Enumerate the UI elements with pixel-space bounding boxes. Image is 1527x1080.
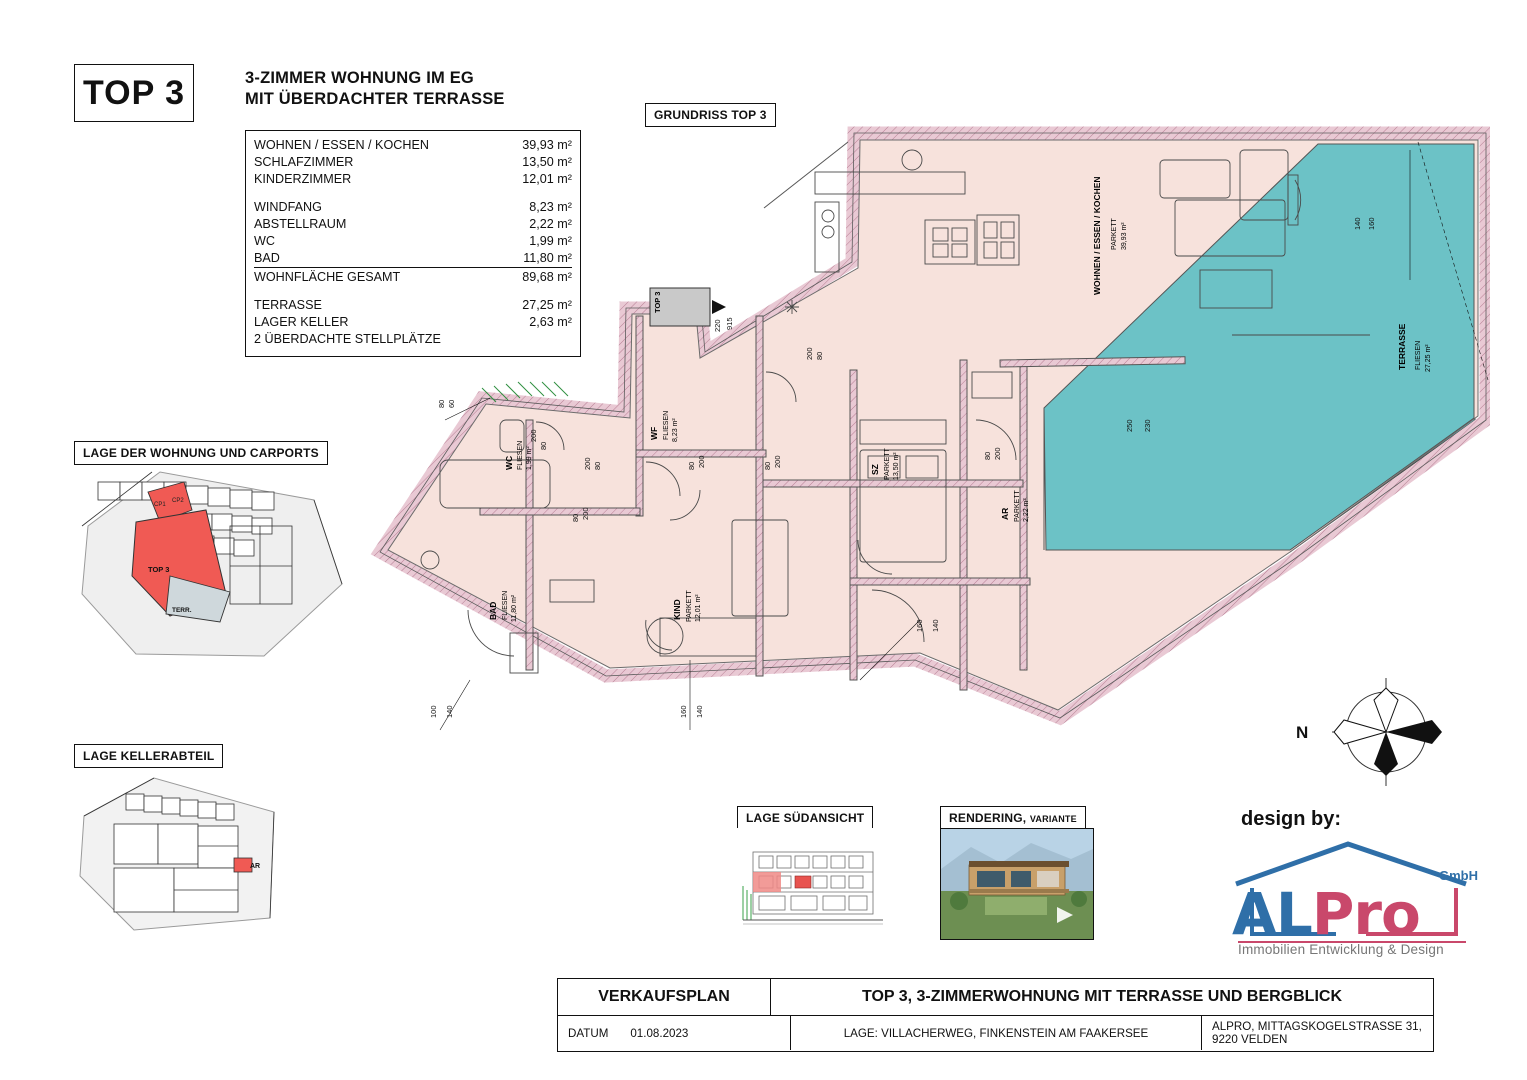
area-label: WOHNEN / ESSEN / KOCHEN	[254, 138, 429, 152]
svg-text:80: 80	[815, 351, 824, 360]
room-label-terrasse: TERRASSE	[1397, 323, 1407, 370]
compass	[1282, 676, 1452, 786]
date-cell	[558, 1016, 791, 1050]
area-value: 89,68 m²	[522, 270, 572, 285]
svg-text:200: 200	[805, 347, 814, 360]
company-logo	[1216, 838, 1486, 958]
compass-north-label: N	[1296, 723, 1309, 742]
date-label: DATUM	[568, 1026, 609, 1040]
title-block-row-1	[558, 979, 1433, 1016]
svg-text:250: 250	[1125, 419, 1134, 432]
svg-text:PARKETT: PARKETT	[884, 448, 891, 480]
svg-text:2,22 m²: 2,22 m²	[1023, 498, 1030, 522]
plan-title: TOP 3, 3-ZIMMERWOHNUNG MIT TERRASSE UND BERGBLICK	[861, 988, 1343, 1005]
svg-text:80: 80	[593, 461, 602, 470]
svg-text:200: 200	[583, 457, 592, 470]
svg-text:PARKETT: PARKETT	[1014, 490, 1021, 522]
svg-text:TOP 3: TOP 3	[653, 291, 662, 313]
section-label-rendering	[940, 806, 1086, 830]
logo-text	[1232, 880, 1420, 948]
room-label-ar: AR	[1000, 507, 1010, 520]
minimap-apartment-location	[74, 466, 354, 666]
section-label-floorplan: GRUNDRISS TOP 3	[645, 103, 776, 127]
svg-text:FLIESEN: FLIESEN	[1415, 340, 1422, 370]
svg-text:FLIESEN: FLIESEN	[502, 590, 509, 620]
svg-text:TERR.: TERR.	[172, 607, 192, 614]
svg-text:80: 80	[437, 399, 446, 408]
area-label: ABSTELLRAUM	[254, 216, 347, 231]
svg-text:160: 160	[915, 619, 924, 632]
area-value: 2,22 m²	[529, 216, 572, 231]
svg-text:200: 200	[993, 447, 1002, 460]
svg-text:PARKETT: PARKETT	[686, 590, 693, 622]
room-label-wc: WC	[504, 455, 514, 470]
room-label-wohnen: WOHNEN / ESSEN / KOCHEN	[1092, 176, 1102, 295]
logo-text-al: AL	[1232, 880, 1312, 948]
room-label-kind: KIND	[672, 599, 682, 620]
room-label-bad: BAD	[488, 601, 498, 620]
svg-text:80: 80	[763, 461, 772, 470]
svg-text:200: 200	[697, 455, 706, 468]
svg-text:80: 80	[687, 461, 696, 470]
area-label: TERRASSE	[254, 297, 322, 312]
svg-text:915: 915	[725, 317, 734, 330]
design-by-label: design by:	[1241, 808, 1342, 830]
area-label: WC	[254, 234, 275, 249]
svg-text:100: 100	[429, 705, 438, 718]
svg-text:220: 220	[713, 319, 722, 332]
svg-text:160: 160	[679, 705, 688, 718]
thumb-south-view	[737, 828, 889, 938]
svg-text:200: 200	[581, 507, 590, 520]
area-value: 11,80 m²	[523, 251, 572, 266]
area-value: 13,50 m²	[522, 155, 572, 170]
svg-text:80: 80	[571, 513, 580, 522]
logo-tagline: Immobilien Entwicklung & Design	[1238, 942, 1444, 957]
svg-text:TOP 3: TOP 3	[148, 565, 170, 574]
logo-text-pro: Pro	[1311, 880, 1420, 948]
area-value: 12,01 m²	[522, 172, 572, 187]
area-label: SCHLAFZIMMER	[254, 155, 354, 170]
svg-text:140: 140	[931, 619, 940, 632]
area-label: LAGER KELLER	[254, 314, 349, 329]
svg-text:12,01 m²: 12,01 m²	[695, 594, 702, 622]
rendering-label-main: RENDERING,	[949, 811, 1027, 825]
area-label: 2 ÜBERDACHTE STELLPLÄTZE	[254, 332, 441, 347]
svg-text:CP2: CP2	[172, 498, 184, 504]
svg-text:160: 160	[1367, 217, 1376, 230]
date-value: 01.08.2023	[630, 1026, 689, 1040]
section-label-cellar-location: LAGE KELLERABTEIL	[74, 744, 223, 768]
area-value: 2,63 m²	[529, 314, 572, 329]
title-block	[557, 978, 1434, 1052]
company-cell: ALPRO, MITTAGSKOGELSTRASSE 31, 9220 VELDEN	[1212, 1020, 1422, 1046]
area-label: WINDFANG	[254, 199, 322, 214]
top3-badge	[74, 64, 194, 122]
svg-text:CP1: CP1	[154, 502, 166, 508]
room-label-sz: SZ	[870, 464, 880, 475]
svg-text:8,23 m²: 8,23 m²	[672, 418, 679, 442]
svg-text:60: 60	[447, 399, 456, 408]
thumb-rendering[interactable]	[940, 828, 1094, 940]
svg-text:200: 200	[773, 455, 782, 468]
area-value: 27,25 m²	[522, 297, 572, 312]
room-label-wf: WF	[649, 426, 659, 440]
svg-text:200: 200	[529, 429, 538, 442]
svg-text:1,99 m²: 1,99 m²	[526, 446, 533, 470]
area-value: 8,23 m²	[529, 199, 572, 214]
section-label-apartment-location: LAGE DER WOHNUNG UND CARPORTS	[74, 441, 328, 465]
svg-text:80: 80	[983, 451, 992, 460]
area-value: 1,99 m²	[529, 234, 572, 249]
logo-gmbh: GmbH	[1439, 868, 1478, 883]
area-label: WOHNFLÄCHE GESAMT	[254, 270, 401, 285]
area-label: KINDERZIMMER	[254, 172, 352, 187]
svg-text:11,80 m²: 11,80 m²	[511, 594, 518, 622]
minimap-cellar-location	[74, 768, 289, 938]
svg-text:140: 140	[445, 705, 454, 718]
svg-text:PARKETT: PARKETT	[1111, 218, 1118, 250]
svg-text:FLIESEN: FLIESEN	[517, 440, 524, 470]
svg-text:27,25 m²: 27,25 m²	[1425, 344, 1432, 372]
section-label-south-view: LAGE SÜDANSICHT	[737, 806, 873, 830]
area-label: BAD	[254, 251, 280, 266]
svg-text:140: 140	[695, 705, 704, 718]
rendering-label-variant: VARIANTE	[1029, 814, 1077, 824]
title-block-row-2	[558, 1016, 1433, 1050]
page-title-line2: MIT ÜBERDACHTER TERRASSE	[245, 90, 505, 108]
page-title-line1: 3-ZIMMER WOHNUNG IM EG	[245, 69, 474, 87]
svg-text:39,93 m²: 39,93 m²	[1121, 222, 1128, 250]
location-cell: LAGE: VILLACHERWEG, FINKENSTEIN AM FAAKERSEE	[791, 1016, 1202, 1050]
plan-kind: VERKAUFSPLAN	[558, 979, 771, 1015]
top3-badge-label: TOP 3	[82, 73, 186, 112]
area-value: 39,93 m²	[522, 138, 572, 152]
svg-text:230: 230	[1143, 419, 1152, 432]
svg-text:13,50 m²: 13,50 m²	[893, 452, 900, 480]
svg-text:FLIESEN: FLIESEN	[663, 410, 670, 440]
svg-text:80: 80	[539, 441, 548, 450]
svg-text:AR: AR	[250, 863, 261, 870]
svg-text:140: 140	[1353, 217, 1362, 230]
